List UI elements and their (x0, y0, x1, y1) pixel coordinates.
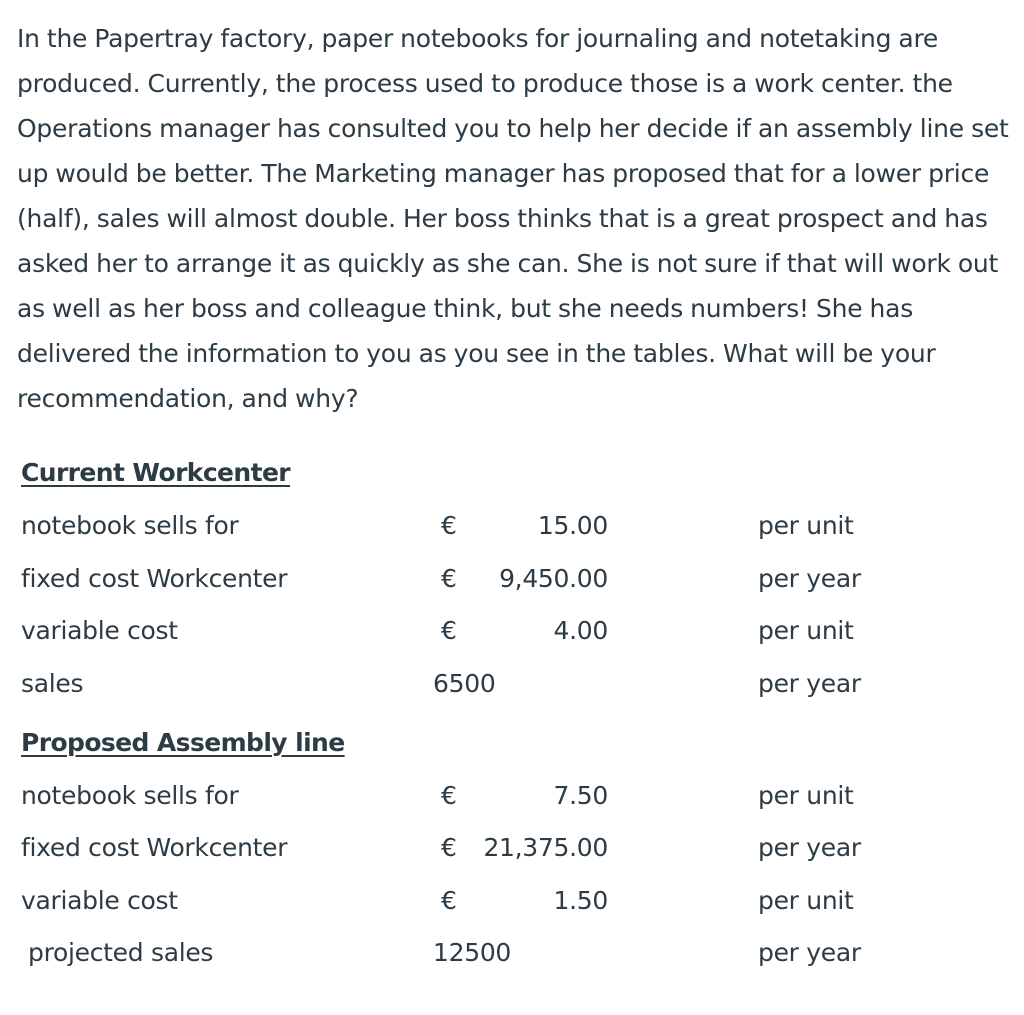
row-label: projected sales (28, 938, 214, 967)
current-workcenter-title: Current Workcenter (21, 458, 291, 487)
currency-symbol: € (441, 616, 457, 645)
row-unit: per year (758, 669, 861, 698)
table-row (0, 833, 1024, 863)
table-row (0, 938, 1024, 968)
currency-symbol: € (441, 886, 457, 915)
row-amount: 9,450.00 (499, 564, 608, 593)
table-row (0, 564, 1024, 594)
row-amount: 6500 (433, 669, 496, 698)
currency-symbol: € (441, 511, 457, 540)
row-label: fixed cost Workcenter (21, 833, 288, 862)
row-amount: 21,375.00 (483, 833, 608, 862)
row-label: fixed cost Workcenter (21, 564, 288, 593)
question-text: In the Papertray factory, paper notebooks for journaling and notetaking are produced. Currently, the process used to produce those is a work center. the Operations manager has consulted you to help her decide if an assembly line set up would be better. The Marketing manager has proposed that for a lower price (half), sales will almost double. Her boss thinks that is a great prospect and has asked her to arrange it as quickly as she can. She is not sure if that will work out as well as her boss and colleague think, but she needs numbers! She has delivered the information to you as you see in the tables. What will be your recommendation, and why? (17, 24, 1009, 413)
row-unit: per year (758, 564, 861, 593)
table-row (0, 511, 1024, 541)
currency-symbol: € (441, 564, 457, 593)
table-row (0, 886, 1024, 916)
row-unit: per unit (758, 781, 854, 810)
row-amount: 1.50 (553, 886, 608, 915)
proposed-assembly-line-title: Proposed Assembly line (21, 728, 345, 757)
row-unit: per year (758, 833, 861, 862)
currency-symbol: € (441, 781, 457, 810)
row-label: variable cost (21, 616, 178, 645)
table-row (0, 616, 1024, 646)
row-label: sales (21, 669, 84, 698)
row-unit: per unit (758, 886, 854, 915)
row-label: notebook sells for (21, 511, 239, 540)
row-amount: 15.00 (537, 511, 608, 540)
row-label: variable cost (21, 886, 178, 915)
row-amount: 12500 (433, 938, 512, 967)
row-unit: per unit (758, 616, 854, 645)
table-row (0, 781, 1024, 811)
table-row (0, 669, 1024, 699)
row-label: notebook sells for (21, 781, 239, 810)
row-unit: per year (758, 938, 861, 967)
row-amount: 4.00 (553, 616, 608, 645)
currency-symbol: € (441, 833, 457, 862)
row-unit: per unit (758, 511, 854, 540)
row-amount: 7.50 (553, 781, 608, 810)
